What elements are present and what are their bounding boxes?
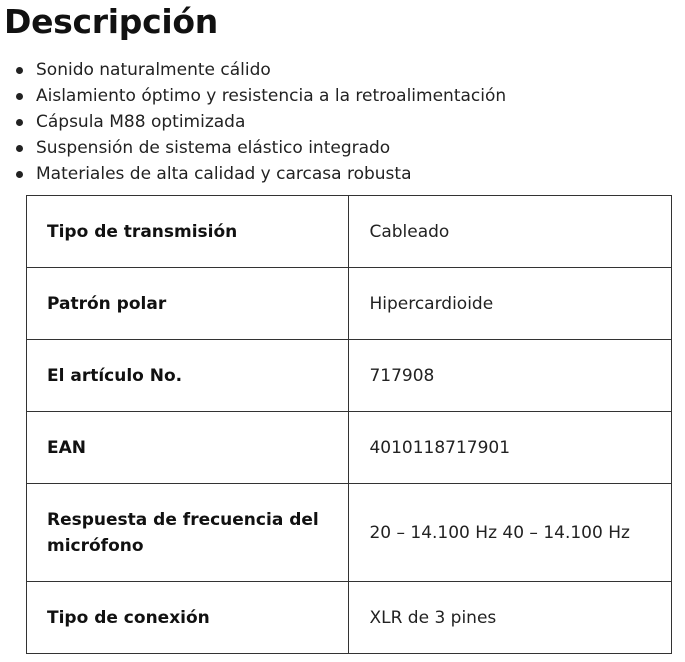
bullet-icon	[16, 171, 23, 178]
spec-label: El artículo No.	[27, 340, 349, 412]
spec-value: Hipercardioide	[349, 268, 672, 340]
feature-item	[0, 161, 506, 187]
feature-item	[0, 135, 506, 161]
bullet-icon	[16, 145, 23, 152]
bullet-icon	[16, 93, 23, 100]
spec-value: 4010118717901	[349, 412, 672, 484]
feature-item	[0, 83, 506, 109]
spec-value: 717908	[349, 340, 672, 412]
spec-value: XLR de 3 pines	[349, 582, 672, 654]
specs-table	[26, 195, 672, 654]
feature-text: Sonido naturalmente cálido	[36, 60, 271, 80]
spec-value: 20 – 14.100 Hz 40 – 14.100 Hz	[349, 484, 672, 582]
bullet-icon	[16, 67, 23, 74]
feature-list	[0, 57, 506, 187]
spec-label: Tipo de transmisión	[27, 196, 349, 268]
feature-text: Materiales de alta calidad y carcasa robusta	[36, 164, 412, 184]
page-title: Descripción	[4, 2, 218, 41]
feature-text: Cápsula M88 optimizada	[36, 112, 246, 132]
table-row	[27, 412, 672, 484]
table-row	[27, 268, 672, 340]
feature-item	[0, 109, 506, 135]
bullet-icon	[16, 119, 23, 126]
spec-value: Cableado	[349, 196, 672, 268]
spec-label: EAN	[27, 412, 349, 484]
spec-label: Respuesta de frecuencia del micrófono	[27, 484, 349, 582]
spec-label: Tipo de conexión	[27, 582, 349, 654]
table-row	[27, 484, 672, 582]
spec-label: Patrón polar	[27, 268, 349, 340]
table-row	[27, 340, 672, 412]
feature-text: Suspensión de sistema elástico integrado	[36, 138, 391, 158]
table-row	[27, 582, 672, 654]
feature-item	[0, 57, 506, 83]
table-row	[27, 196, 672, 268]
feature-text: Aislamiento óptimo y resistencia a la retroalimentación	[36, 86, 507, 106]
